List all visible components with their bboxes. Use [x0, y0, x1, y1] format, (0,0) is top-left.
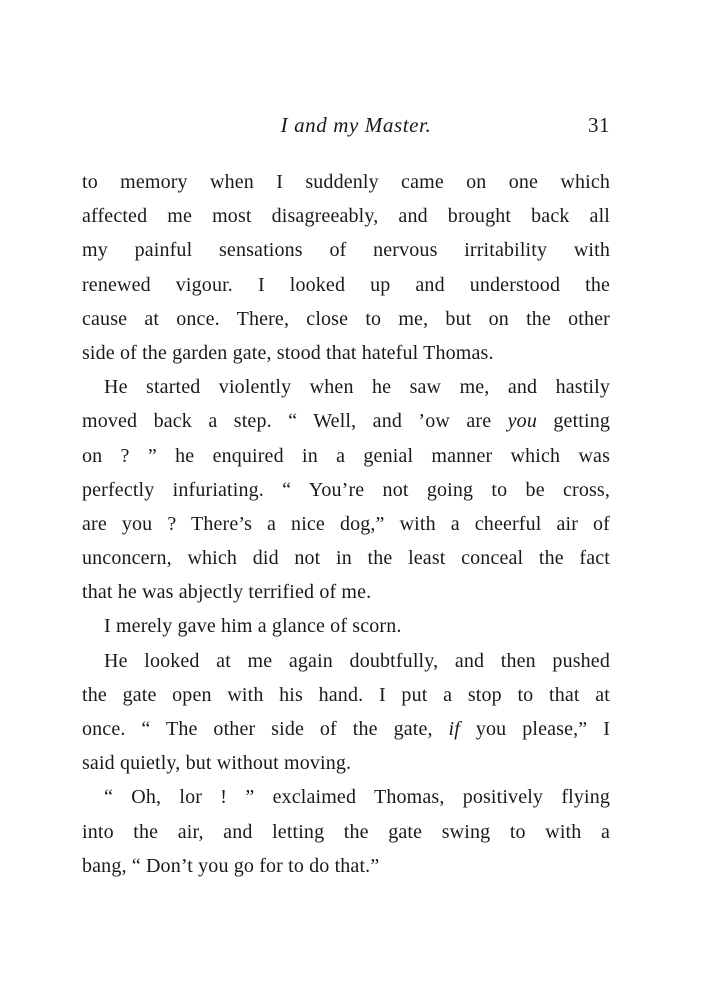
italic-word: you [507, 410, 537, 433]
text-line: are you ? There’s a nice dog,” with a cheerful air of [82, 512, 610, 535]
text-line: He looked at me again doubtfully, and then pushed [104, 649, 610, 672]
text-segment: getting [536, 410, 610, 433]
text-line: bang, “ Don’t you go for to do that.” [82, 854, 380, 877]
text-line: into the air, and letting the gate swing to with a [82, 820, 610, 843]
title-word-my: my [333, 113, 359, 137]
text-line: unconcern, which did not in the least conceal the fact [82, 547, 610, 570]
text-line [82, 712, 610, 746]
text-segment: you please,” I [459, 718, 610, 740]
page-number: 31 [588, 113, 610, 137]
text-line: perfectly infuriating. “ You’re not going to be cross, [82, 478, 610, 501]
text-segment: moved back a step. “ Well, and ’ow are [82, 410, 508, 433]
text-line: side of the garden gate, stood that hateful Thomas. [82, 341, 494, 364]
text-line: my painful sensations of nervous irritability with [82, 239, 610, 262]
text-line: “ Oh, lor ! ” exclaimed Thomas, positively flying [104, 786, 610, 809]
text-line: renewed vigour. I looked up and understood the [82, 273, 610, 296]
italic-word: if [448, 718, 460, 740]
title-word-and: and [294, 113, 328, 137]
text-line: that he was abjectly terrified of me. [82, 581, 372, 604]
text-segment: once. “ The other side of the gate, [82, 718, 449, 740]
text-line: said quietly, but without moving. [82, 752, 352, 775]
text-line: on ? ” he enquired in a genial manner which was [82, 444, 610, 467]
title-word-i: I [280, 113, 295, 137]
title-word-master: Master. [358, 113, 432, 137]
text-line: He started violently when he saw me, and hastily [104, 376, 610, 399]
running-head-title [82, 113, 610, 138]
body-text [82, 165, 610, 883]
text-line [82, 404, 610, 438]
text-line: I merely gave him a glance of scorn. [104, 615, 402, 638]
text-line: cause at once. There, close to me, but on the other [82, 307, 610, 330]
text-line: to memory when I suddenly came on one which [82, 171, 610, 193]
text-line: affected me most disagreeably, and brought back all [82, 205, 610, 228]
text-line: the gate open with his hand. I put a stop to that at [82, 683, 610, 706]
running-head [82, 113, 610, 143]
